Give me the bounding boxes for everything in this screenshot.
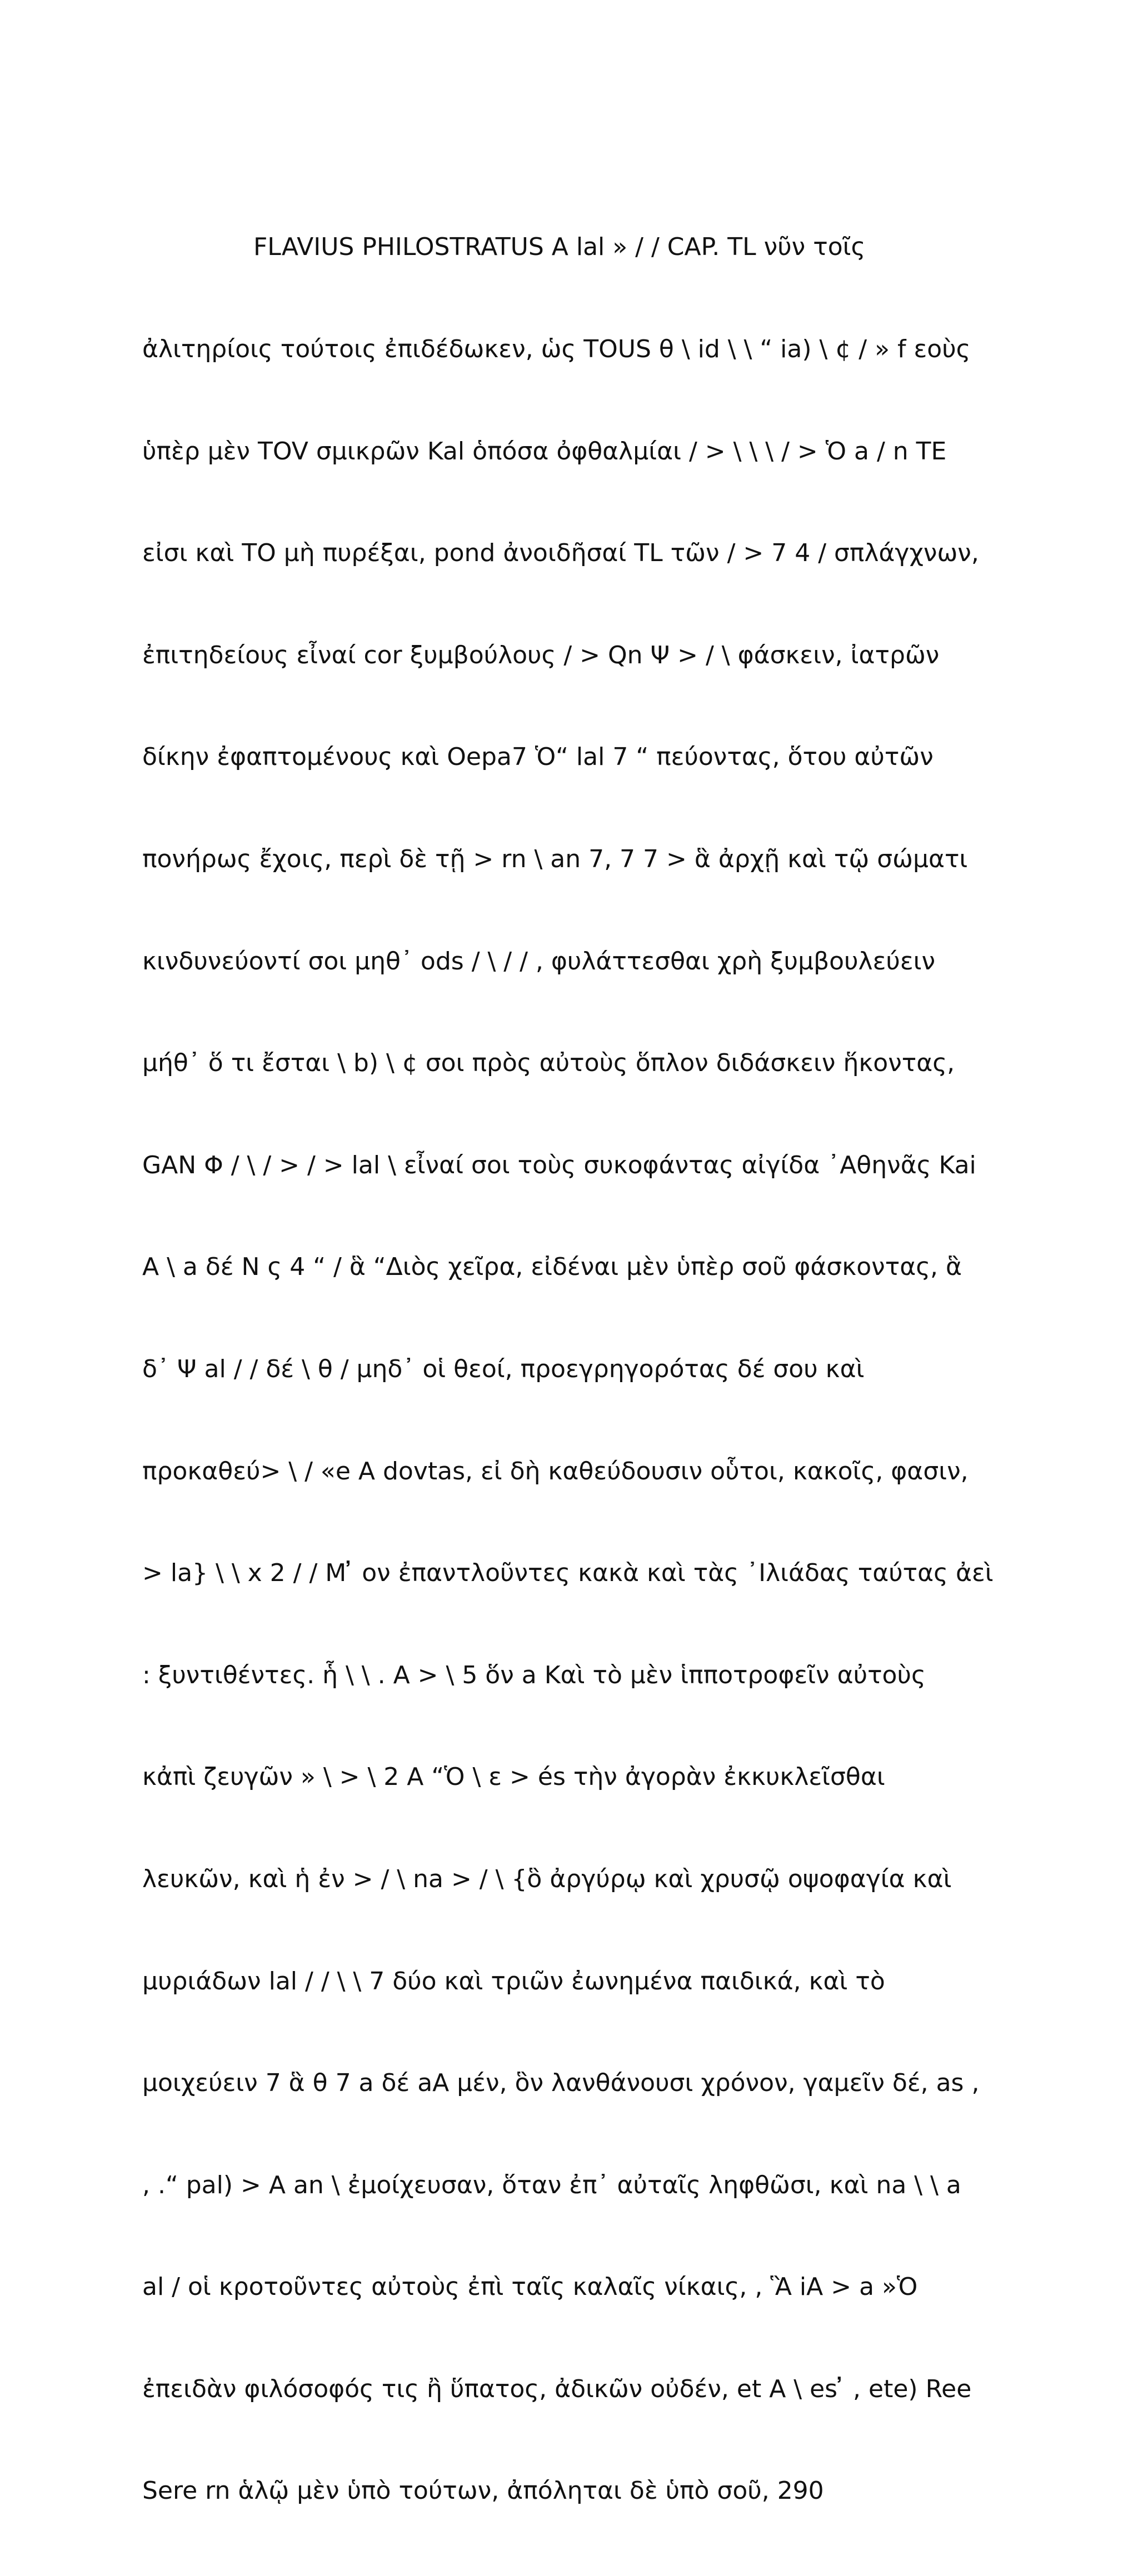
text-line: > la} \ \ x 2 / / M ̓ ον ἐπαντλοῦντες κακὰ καὶ τὰς ᾿Ιλιάδας ταύτας ἀεὶ bbox=[142, 1559, 994, 1588]
text-line: πονήρως ἔχοις, περὶ δὲ τῇ > rn \ an 7, 7 7 > ἃ ἀρχῇ καὶ τῷ σώματι bbox=[142, 844, 968, 873]
text-line: GAN Φ / \ / > / > lal \ εἶναί σοι τοὺς συκοφάντας αἰγίδα ᾿Αθηνᾶς Kai bbox=[142, 1151, 976, 1179]
text-line: Sere rn ἁλῷ μὲν ὑπὸ τούτων, ἀπόληται δὲ ὑπὸ σοῦ, 290 bbox=[142, 2477, 824, 2505]
text-line: μοιχεύειν 7 ἃ θ 7 a δέ aA μέν, ὃν λανθάνουσι χρόνον, γαμεῖν δέ, as , bbox=[142, 2069, 980, 2098]
text-line: εἰσι καὶ TO μὴ πυρέξαι, pond ἀνοιδῆσαί TL τῶν / > 7 4 / σπλάγχνων, bbox=[142, 539, 979, 568]
text-line: κινδυνεύοντί σοι μηθ᾽ ods / \ / / , φυλάττεσθαι χρὴ ξυμβουλεύειν bbox=[142, 947, 936, 976]
text-line: , .“ pal) > A an \ ἐμοίχευσαν, ὅταν ἐπ᾽ αὐταῖς ληφθῶσι, καὶ na \ \ a bbox=[142, 2170, 961, 2199]
text-line: ἐπειδὰν φιλόσοφός τις ἢ ὕπατος, ἀδικῶν οὐδέν, et A \ es ̓ , ete) Ree bbox=[142, 2374, 972, 2403]
text-line: κἀπὶ ζευγῶν » \ > \ 2 A “Ὁ \ ε > és τὴν ἀγορὰν ἐκκυκλεῖσθαι bbox=[142, 1763, 885, 1792]
text-line: A \ a δέ N ς 4 “ / ἃ “Διὸς χεῖρα, εἰδέναι μὲν ὑπὲρ σοῦ φάσκοντας, ἃ bbox=[142, 1253, 962, 1282]
text-line: μυριάδων lal / / \ \ 7 δύο καὶ τριῶν ἐωνημένα παιδικά, καὶ τὸ bbox=[142, 1967, 885, 1995]
text-line: δίκην ἐφαπτομένους καὶ Oepa7 Ὁ“ lal 7 “ πεύοντας, ὅτου αὐτῶν bbox=[142, 743, 934, 772]
text-line: λευκῶν, καὶ ἡ ἐν > / \ na > / \ {ὃ ἀργύρῳ καὶ χρυσῷ οψοφαγία καὶ bbox=[142, 1864, 952, 1893]
text-line: ὑπὲρ μὲν TOV σμικρῶν Kal ὁπόσα ὀφθαλμίαι / > \ \ \ / > Ὁ a / n TE bbox=[142, 437, 947, 466]
text-line: ἀλιτηρίοις τούτοις ἐπιδέδωκεν, ὡς TOUS θ \ id \ \ “ ia) \ ¢ / » f εοὺς bbox=[142, 335, 971, 363]
body-text bbox=[142, 162, 998, 2576]
text-line: προκαθεύ> \ / «e A dovtas, εἰ δὴ καθεύδουσιν οὗτοι, κακοῖς, φασιν, bbox=[142, 1457, 969, 1485]
text-line: : ξυντιθέντες. ἧ \ \ . A > \ 5 ὅν a Καὶ τὸ μὲν ἱπποτροφεῖν αὐτοὺς bbox=[142, 1660, 926, 1689]
text-line: FLAVIUS PHILOSTRATUS A lal » / / CAP. TL νῦν τοῖς bbox=[253, 233, 866, 262]
text-line: al / οἱ κροτοῦντες αὐτοὺς ἐπὶ ταῖς καλαῖς νίκαις, , Ἃ iA > a »Ὁ bbox=[142, 2273, 918, 2302]
text-line: δ᾽ Ψ al / / δέ \ θ / μηδ᾽ οἱ θεοί, προεγρηγορότας δέ σου καὶ bbox=[142, 1354, 865, 1383]
text-line: μήθ᾽ ὅ τι ἔσται \ b) \ ¢ σοι πρὸς αὐτοὺς ὅπλον διδάσκειν ἥκοντας, bbox=[142, 1049, 955, 1078]
text-line: ἐπιτηδείους εἶναί cor ξυμβούλους / > Qn Ψ > / \ φάσκειν, ἰατρῶν bbox=[142, 641, 940, 669]
